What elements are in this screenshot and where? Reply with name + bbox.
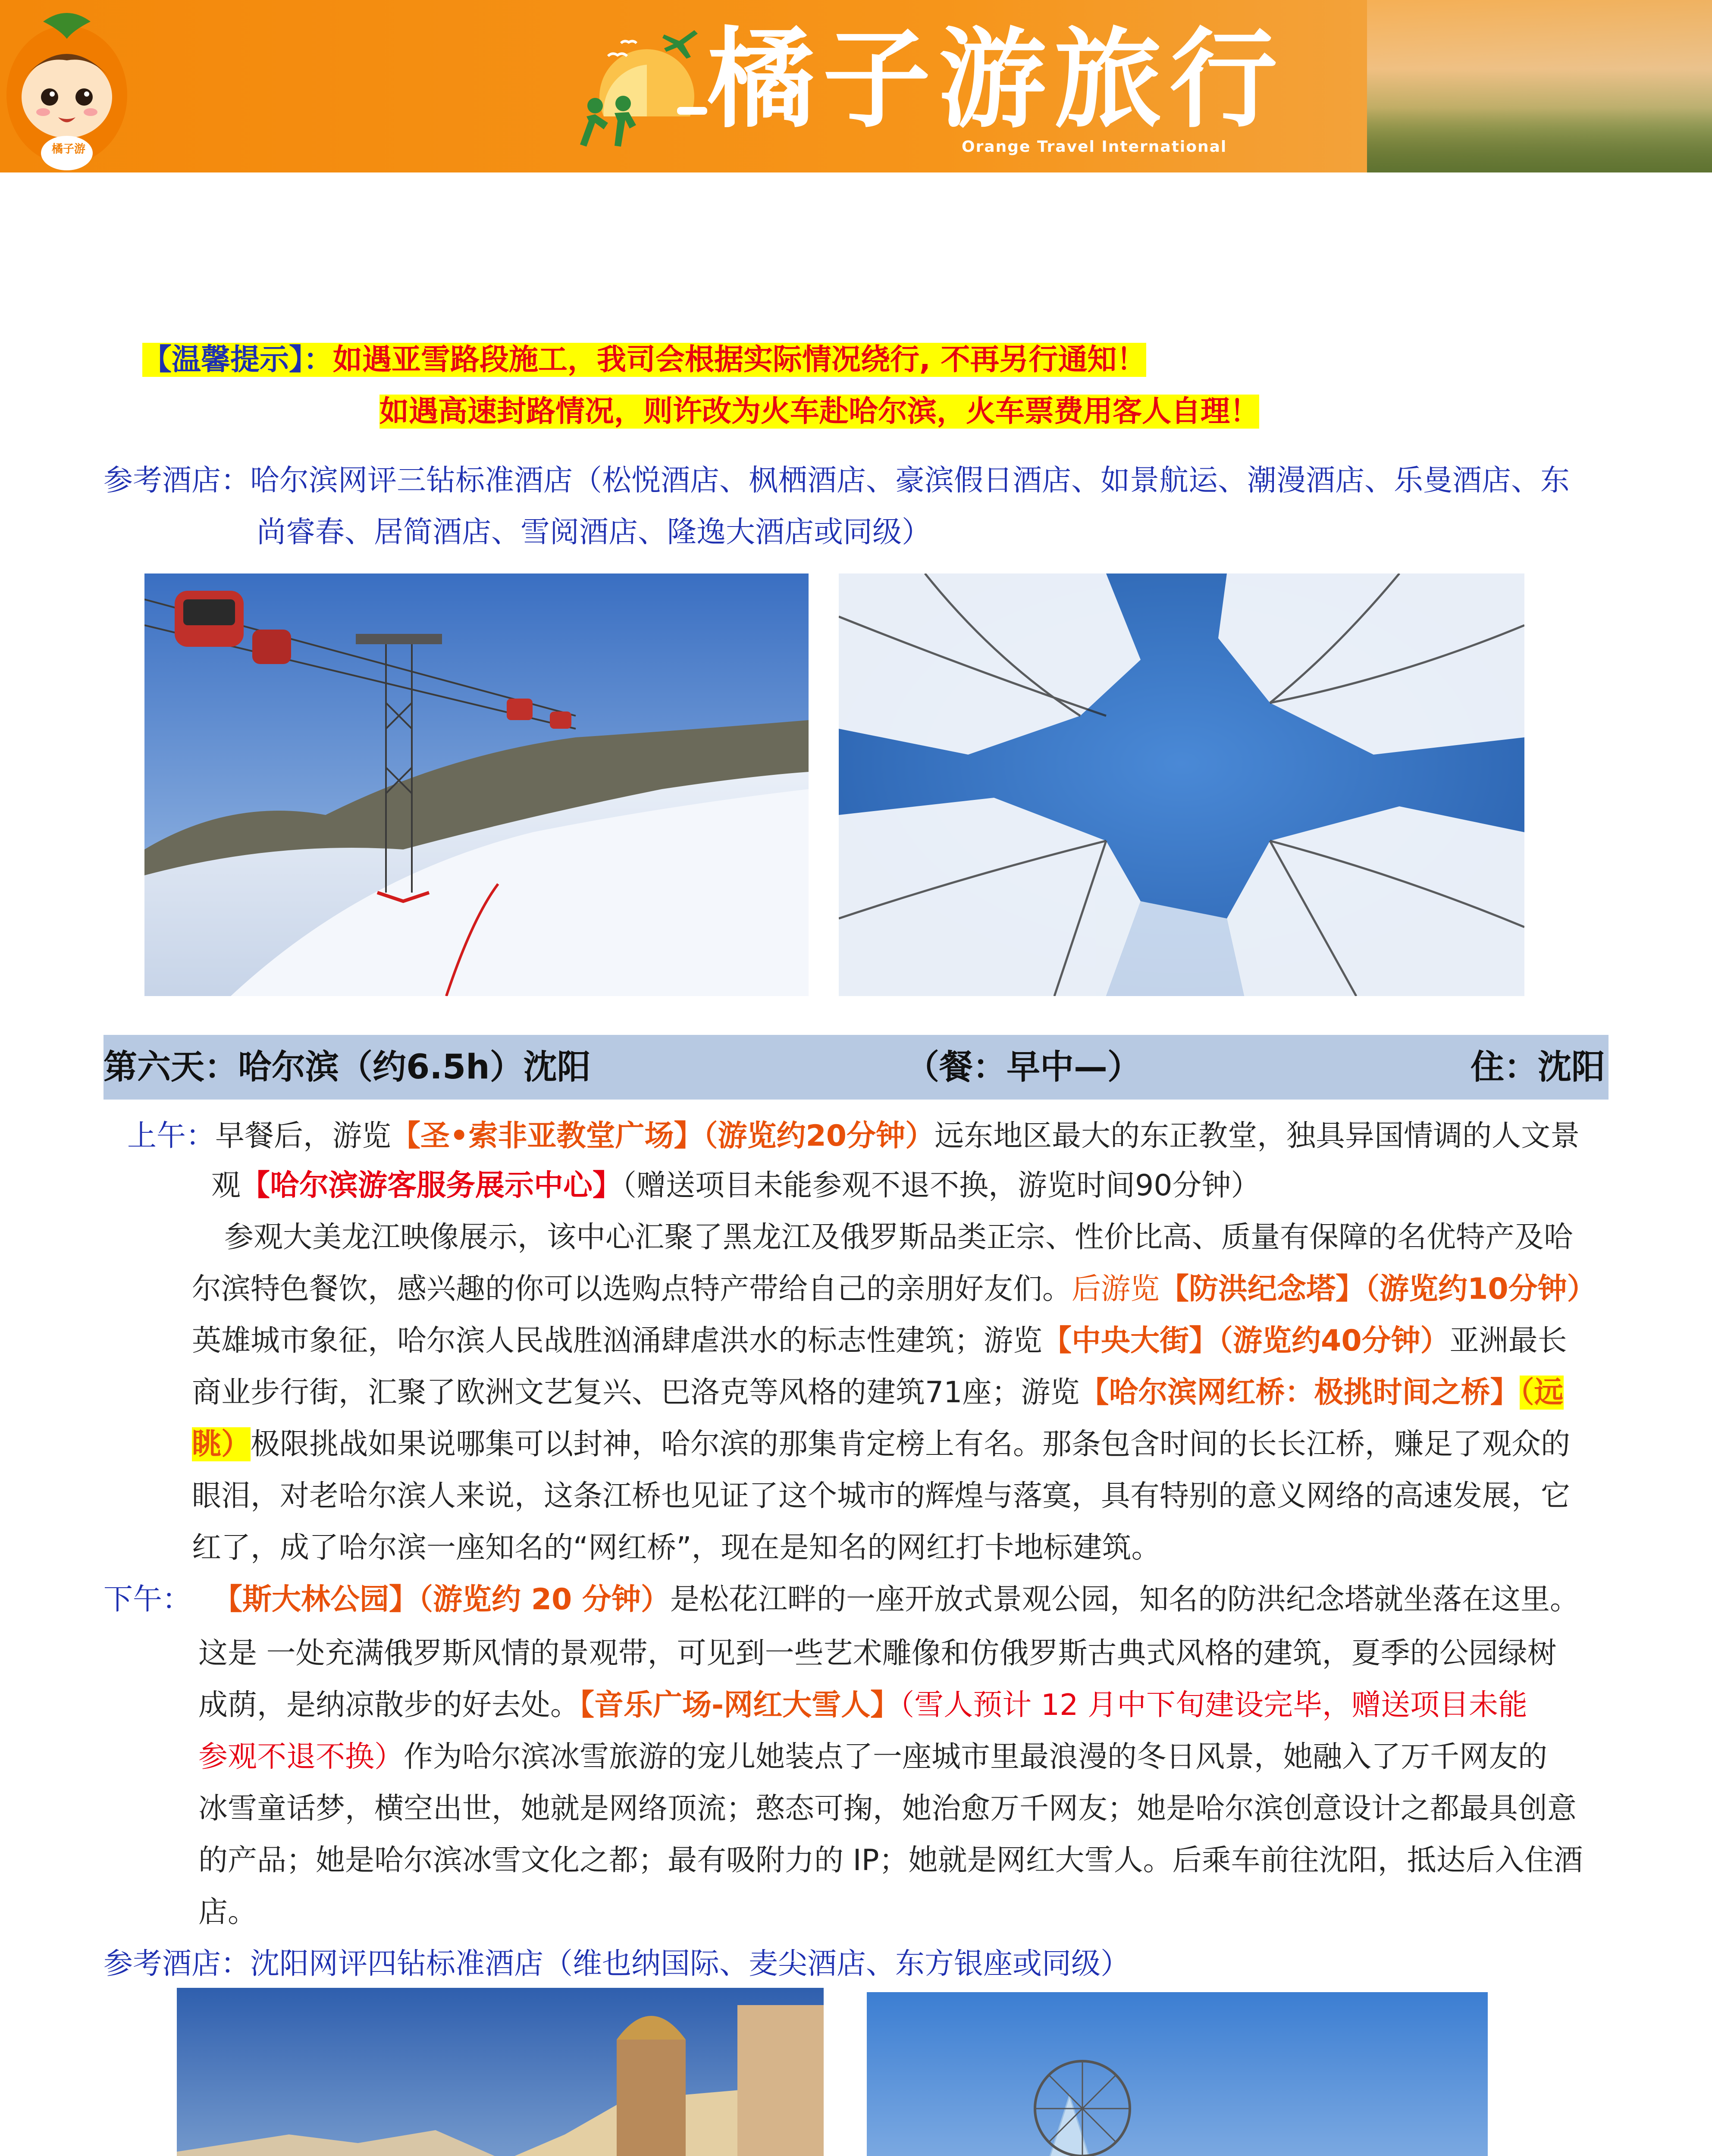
morning-line-1: 上午：早餐后，游览【圣•索非亚教堂广场】（游览约20分钟）远东地区最大的东正教堂，独具异国情调的人文景 [127,1119,1580,1153]
morning-line-7: 眺）极限挑战如果说哪集可以封神，哈尔滨的那集肯定榜上有名。那条包含时间的长长江桥，赚足了观众的 [192,1427,1571,1461]
morning-line-4: 尔滨特色餐饮，感兴趣的你可以选购点特产带给自己的亲朋好友们。后游览【防洪纪念塔】（游览约10分钟） [192,1272,1596,1306]
afternoon-label: 下午： [103,1583,192,1617]
notice-text-1: 如遇亚雪路段施工，我司会根据实际情况绕行, 不再另行通知！ [333,343,1146,377]
morning-line-8: 眼泪，对老哈尔滨人来说，这条江桥也见证了这个城市的辉煌与落寞，具有特别的意义网络的高速发展，它 [192,1479,1571,1513]
morning-label: 上午： [127,1119,216,1153]
snowman-label: 【音乐广场-网红大雪人】 [580,1688,900,1722]
header-banner [0,0,1712,172]
central-street-aerial-photo [177,1988,824,2156]
stalin-park-label: 【斯大林公园】（游览约 20 分钟） [213,1583,670,1617]
frosted-trees-sky-photo [839,573,1524,996]
hotel-label: 参考酒店： [103,464,251,498]
mascot-tag: 橘子游 [52,143,86,156]
day-title: 第六天：哈尔滨（约6.5h）沈阳 [103,1048,591,1087]
hotel-text-2: 尚睿春、居简酒店、雪阅酒店、隆逸大酒店或同级） [257,515,931,549]
central-street-label: 【中央大街】（游览约40分钟） [1042,1324,1450,1358]
day-stay: 住：沈阳 [1471,1048,1605,1087]
hotel-text-1: 哈尔滨网评三钻标准酒店（松悦酒店、枫栖酒店、豪滨假日酒店、如景航运、潮漫酒店、乐曼酒店、东 [250,464,1570,498]
ski-resort-cable-car-photo [144,573,809,996]
afternoon-line-6: 的产品；她是哈尔滨冰雪文化之都；最有吸附力的 IP；她就是网红大雪人。后乘车前往沈阳，抵达后入住酒 [198,1843,1583,1877]
afternoon-line-7: 店。 [198,1895,257,1929]
bridge-label: 【哈尔滨网红桥：极挑时间之桥】 [1079,1376,1520,1410]
notice-line-2 [379,388,1259,436]
morning-line-3: 参观大美龙江映像展示，该中心汇聚了黑龙江及俄罗斯品类正宗、性价比高、质量有保障的名优特产及哈 [224,1220,1574,1254]
afternoon-line-2: 这是 一处充满俄罗斯风情的景观带，可见到一些艺术雕像和仿俄罗斯古典式风格的建筑，夏季的公园绿树 [198,1636,1557,1670]
sophia-church-label: 【圣•索非亚教堂广场】（游览约20分钟） [391,1119,935,1153]
notice-label: 【温馨提示】： [142,343,333,377]
hotel2-label: 参考酒店： [103,1947,251,1981]
morning-line-6: 商业步行街，汇聚了欧洲文艺复兴、巴洛克等风格的建筑71座；游览【哈尔滨网红桥：极挑时间之桥】（远 [192,1376,1564,1410]
afternoon-line-3: 成荫，是纳凉散步的好去处。【音乐广场-网红大雪人】（雪人预计 12 月中下旬建设完毕，赠送项目未能 [198,1688,1528,1722]
hotel-line-1 [103,457,1570,505]
brand-subtitle: Orange Travel International [962,138,1227,156]
flood-tower-label: 【防洪纪念塔】（游览约10分钟） [1160,1272,1596,1306]
morning-line-2: 观【哈尔滨游客服务展示中心】（赠送项目未能参观不退不换，游览时间90分钟） [211,1169,1260,1203]
afternoon-line-5: 冰雪童话梦，横空出世，她就是网络顶流；憨态可掬，她治愈万千网友；她是哈尔滨创意设计之都最具创意 [198,1792,1577,1826]
afternoon-line-4: 参观不退不换）作为哈尔滨冰雪旅游的宠儿她装点了一座城市里最浪漫的冬日风景，她融入了万千网友的 [198,1740,1548,1774]
day-meals: （餐：早中—） [906,1048,1141,1087]
notice-line-1 [142,336,1146,384]
hotel2-text: 沈阳网评四钻标准酒店（维也纳国际、麦尖酒店、东方银座或同级） [250,1947,1130,1981]
afternoon-line-1: 下午： 【斯大林公园】（游览约 20 分钟）是松花江畔的一座开放式景观公园，知名的防洪纪念塔就坐落在这里。 [103,1583,1580,1617]
orange-logo-icon [578,17,707,155]
brand-name: 橘子游旅行 [707,17,1285,142]
ice-snow-world-photo [867,1992,1488,2156]
notice-text-2: 如遇高速封路情况，则许改为火车赴哈尔滨，火车票费用客人自理！ [379,395,1260,429]
morning-line-5: 英雄城市象征，哈尔滨人民战胜汹涌肆虐洪水的标志性建筑；游览【中央大街】（游览约40分钟）亚洲最长 [192,1324,1567,1358]
hotel2-line [103,1940,1130,1988]
visitor-center-label: 【哈尔滨游客服务展示中心】 [241,1169,622,1203]
morning-line-9: 红了，成了哈尔滨一座知名的“网红桥”，现在是知名的网红打卡地标建筑。 [192,1531,1161,1565]
